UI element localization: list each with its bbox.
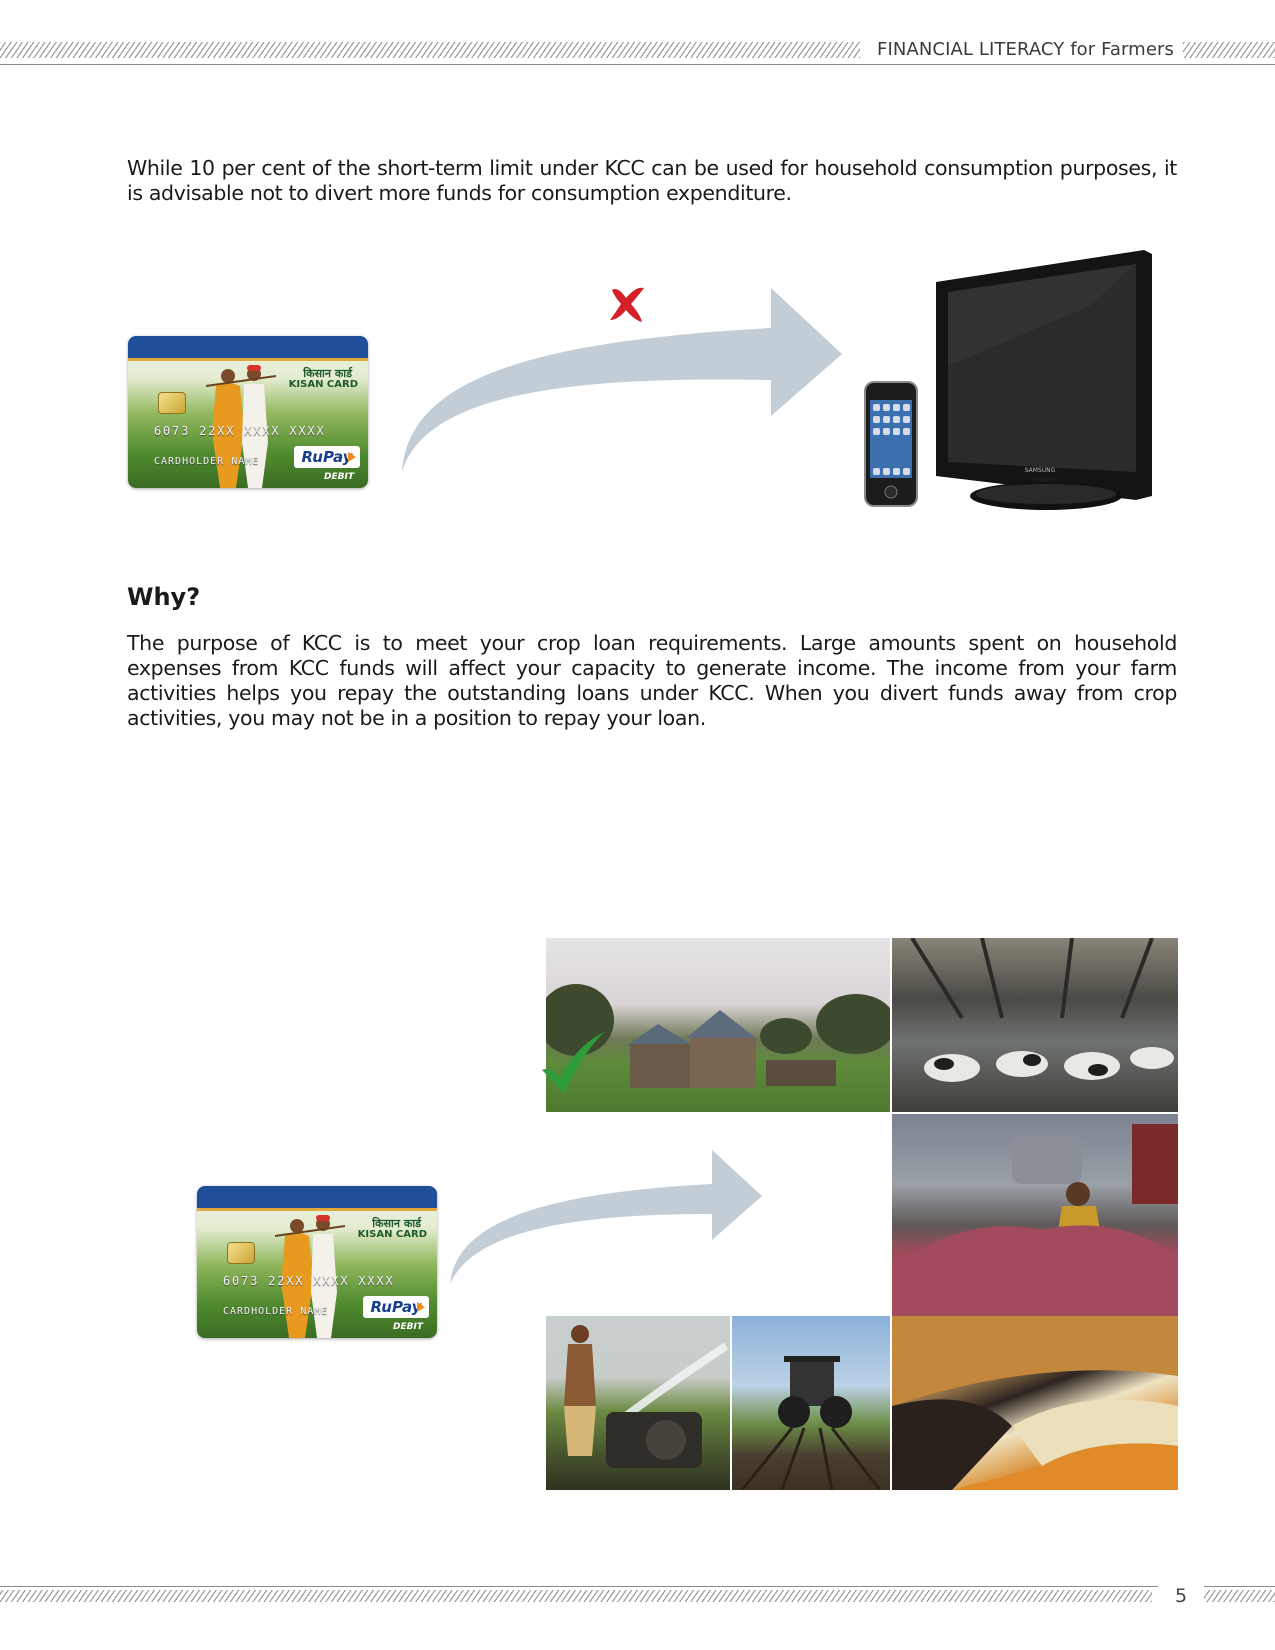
footer-hatch-right [1204,1590,1275,1602]
tv-brand: SAMSUNG [1024,467,1056,474]
television-icon [930,246,1160,516]
card-holder-name: CARDHOLDER NAME [154,456,260,467]
onion-market-photo [892,1114,1178,1316]
footer-rule-right [1204,1586,1275,1587]
card-chip [158,392,186,414]
smartphone-icon [863,380,919,508]
grains-illustration [892,1316,1178,1490]
arrow-to-farm-activities [444,1148,764,1288]
header-hatch-right [1183,42,1275,58]
card-holder-name: CARDHOLDER NAME [223,1306,329,1317]
pump-illustration [546,1316,730,1490]
card-top-stripe [128,336,368,361]
page-number: 5 [1174,1585,1188,1607]
kisan-card-top [128,336,368,488]
card-top-stripe [197,1186,437,1211]
card-type: DEBIT [324,472,354,482]
card-hindi-title: किसान कार्ड [303,367,352,380]
rupay-logo: RuPay [294,446,360,468]
header-hatch-left [0,42,860,58]
card-type: DEBIT [393,1322,423,1332]
card-hindi-title: किसान कार्ड [372,1217,421,1230]
grains-seeds-photo [892,1316,1178,1490]
footer-rule [0,1586,1158,1587]
kisan-card-bottom [197,1186,437,1338]
why-paragraph: The purpose of KCC is to meet your crop loan requirements. Large amounts spent on household expenses from KCC funds will affect your capacity to generate income. The income from your farm activities helps you repay the outstanding loans under KCC. When you divert funds away from crop activities, you may not be in a position to repay your loan. [127,631,1177,730]
card-title: KISAN CARD [288,379,358,390]
card-title: KISAN CARD [357,1229,427,1240]
intro-paragraph: While 10 per cent of the short-term limit under KCC can be used for household consumption purposes, it is advisable not to divert more funds for consumption expenditure. [127,156,1177,205]
cattle-shed-illustration [892,938,1178,1112]
onion-vendor-illustration [892,1114,1178,1316]
header-rule [0,64,1275,65]
irrigation-pump-photo [546,1316,730,1490]
rupay-logo: RuPay [363,1296,429,1318]
cross-icon [606,284,650,324]
header-title: FINANCIAL LITERACY for Farmers [877,39,1174,60]
card-number: 6073 22XX XXXX XXXX [223,1274,395,1288]
card-number: 6073 22XX XXXX XXXX [154,424,326,438]
check-icon [538,1030,608,1096]
why-heading: Why? [127,583,201,611]
tractor-field-photo [732,1316,890,1490]
tractor-illustration [732,1316,890,1490]
card-chip [227,1242,255,1264]
footer-hatch-left [0,1590,1152,1602]
dairy-cattle-photo [892,938,1178,1112]
